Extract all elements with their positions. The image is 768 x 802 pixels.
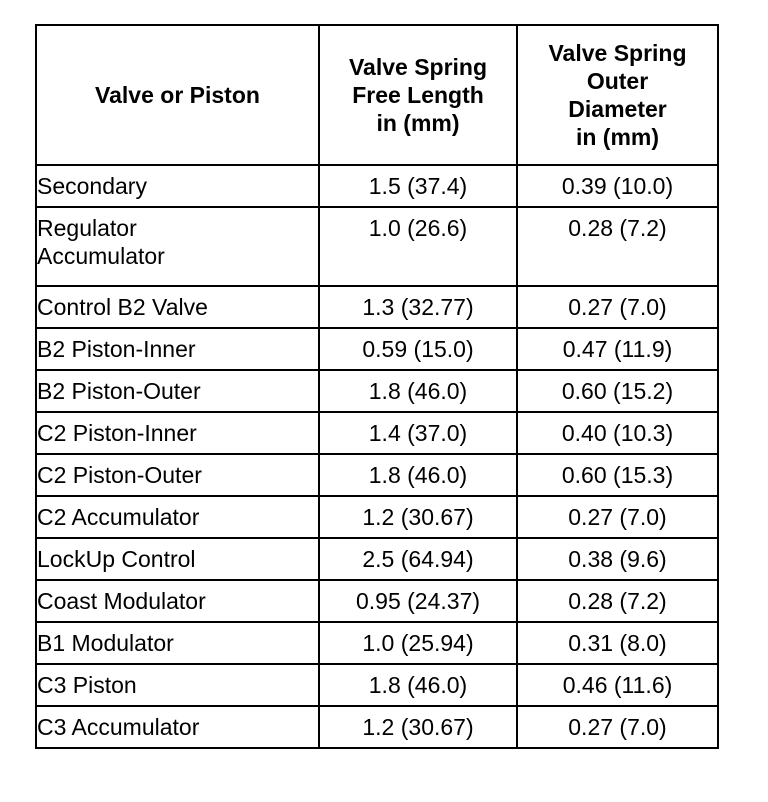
table-row: [36, 496, 718, 538]
cell-valve-name: Secondary: [36, 165, 319, 207]
table-row: [36, 622, 718, 664]
cell-free-length: 1.8 (46.0): [319, 370, 517, 412]
header-valve-or-piston-text: Valve or Piston: [95, 82, 260, 108]
cell-free-length: 1.8 (46.0): [319, 664, 517, 706]
table-row: [36, 580, 718, 622]
cell-free-length: 2.5 (64.94): [319, 538, 517, 580]
cell-free-length: 1.0 (26.6): [319, 207, 517, 286]
header-free-length-line-1: Valve Spring: [348, 54, 488, 80]
cell-free-length: 1.5 (37.4): [319, 165, 517, 207]
cell-outer-diameter: 0.40 (10.3): [517, 412, 718, 454]
cell-outer-diameter: 0.28 (7.2): [517, 207, 718, 286]
cell-outer-diameter: 0.60 (15.2): [517, 370, 718, 412]
cell-valve-name: C2 Accumulator: [36, 496, 319, 538]
cell-valve-name: [36, 207, 319, 286]
table-row: [36, 538, 718, 580]
cell-valve-name: C2 Piston-Outer: [36, 454, 319, 496]
cell-outer-diameter: 0.31 (8.0): [517, 622, 718, 664]
cell-valve-name: Control B2 Valve: [36, 286, 319, 328]
valve-spring-spec-table: [35, 24, 719, 749]
header-outer-diameter-line-1: Valve Spring: [548, 40, 687, 66]
cell-valve-name-line-1: Regulator: [37, 215, 137, 241]
cell-outer-diameter: 0.47 (11.9): [517, 328, 718, 370]
cell-outer-diameter: 0.27 (7.0): [517, 286, 718, 328]
cell-free-length: 1.2 (30.67): [319, 706, 517, 748]
cell-outer-diameter: 0.46 (11.6): [517, 664, 718, 706]
table-header-row: [36, 25, 718, 165]
cell-valve-name: B2 Piston-Inner: [36, 328, 319, 370]
cell-valve-name: C3 Piston: [36, 664, 319, 706]
header-free-length: [319, 25, 517, 165]
cell-free-length: 1.0 (25.94): [319, 622, 517, 664]
table-row: [36, 207, 718, 286]
cell-free-length: 0.59 (15.0): [319, 328, 517, 370]
cell-outer-diameter: 0.38 (9.6): [517, 538, 718, 580]
table-row: [36, 370, 718, 412]
cell-outer-diameter: 0.27 (7.0): [517, 496, 718, 538]
cell-valve-name: B2 Piston-Outer: [36, 370, 319, 412]
table-row: [36, 412, 718, 454]
table-row: [36, 328, 718, 370]
table-row: [36, 286, 718, 328]
cell-valve-name: Coast Modulator: [36, 580, 319, 622]
cell-outer-diameter: 0.39 (10.0): [517, 165, 718, 207]
cell-valve-name: LockUp Control: [36, 538, 319, 580]
header-outer-diameter-line-4: in (mm): [575, 124, 660, 150]
cell-valve-name: C3 Accumulator: [36, 706, 319, 748]
cell-valve-name: C2 Piston-Inner: [36, 412, 319, 454]
cell-valve-name-line-2: Accumulator: [37, 243, 165, 269]
cell-free-length: 1.4 (37.0): [319, 412, 517, 454]
header-outer-diameter-line-2: Outer: [586, 68, 649, 94]
table-row: [36, 706, 718, 748]
table-row: [36, 165, 718, 207]
cell-outer-diameter: 0.27 (7.0): [517, 706, 718, 748]
cell-free-length: 1.8 (46.0): [319, 454, 517, 496]
cell-free-length: 1.3 (32.77): [319, 286, 517, 328]
header-valve-or-piston: [36, 25, 319, 165]
header-free-length-line-3: in (mm): [376, 110, 460, 136]
cell-valve-name: B1 Modulator: [36, 622, 319, 664]
header-outer-diameter: [517, 25, 718, 165]
header-outer-diameter-line-3: Diameter: [568, 96, 667, 122]
table-row: [36, 454, 718, 496]
cell-outer-diameter: 0.60 (15.3): [517, 454, 718, 496]
header-free-length-line-2: Free Length: [352, 82, 484, 108]
table-row: [36, 664, 718, 706]
cell-free-length: 0.95 (24.37): [319, 580, 517, 622]
cell-outer-diameter: 0.28 (7.2): [517, 580, 718, 622]
cell-free-length: 1.2 (30.67): [319, 496, 517, 538]
